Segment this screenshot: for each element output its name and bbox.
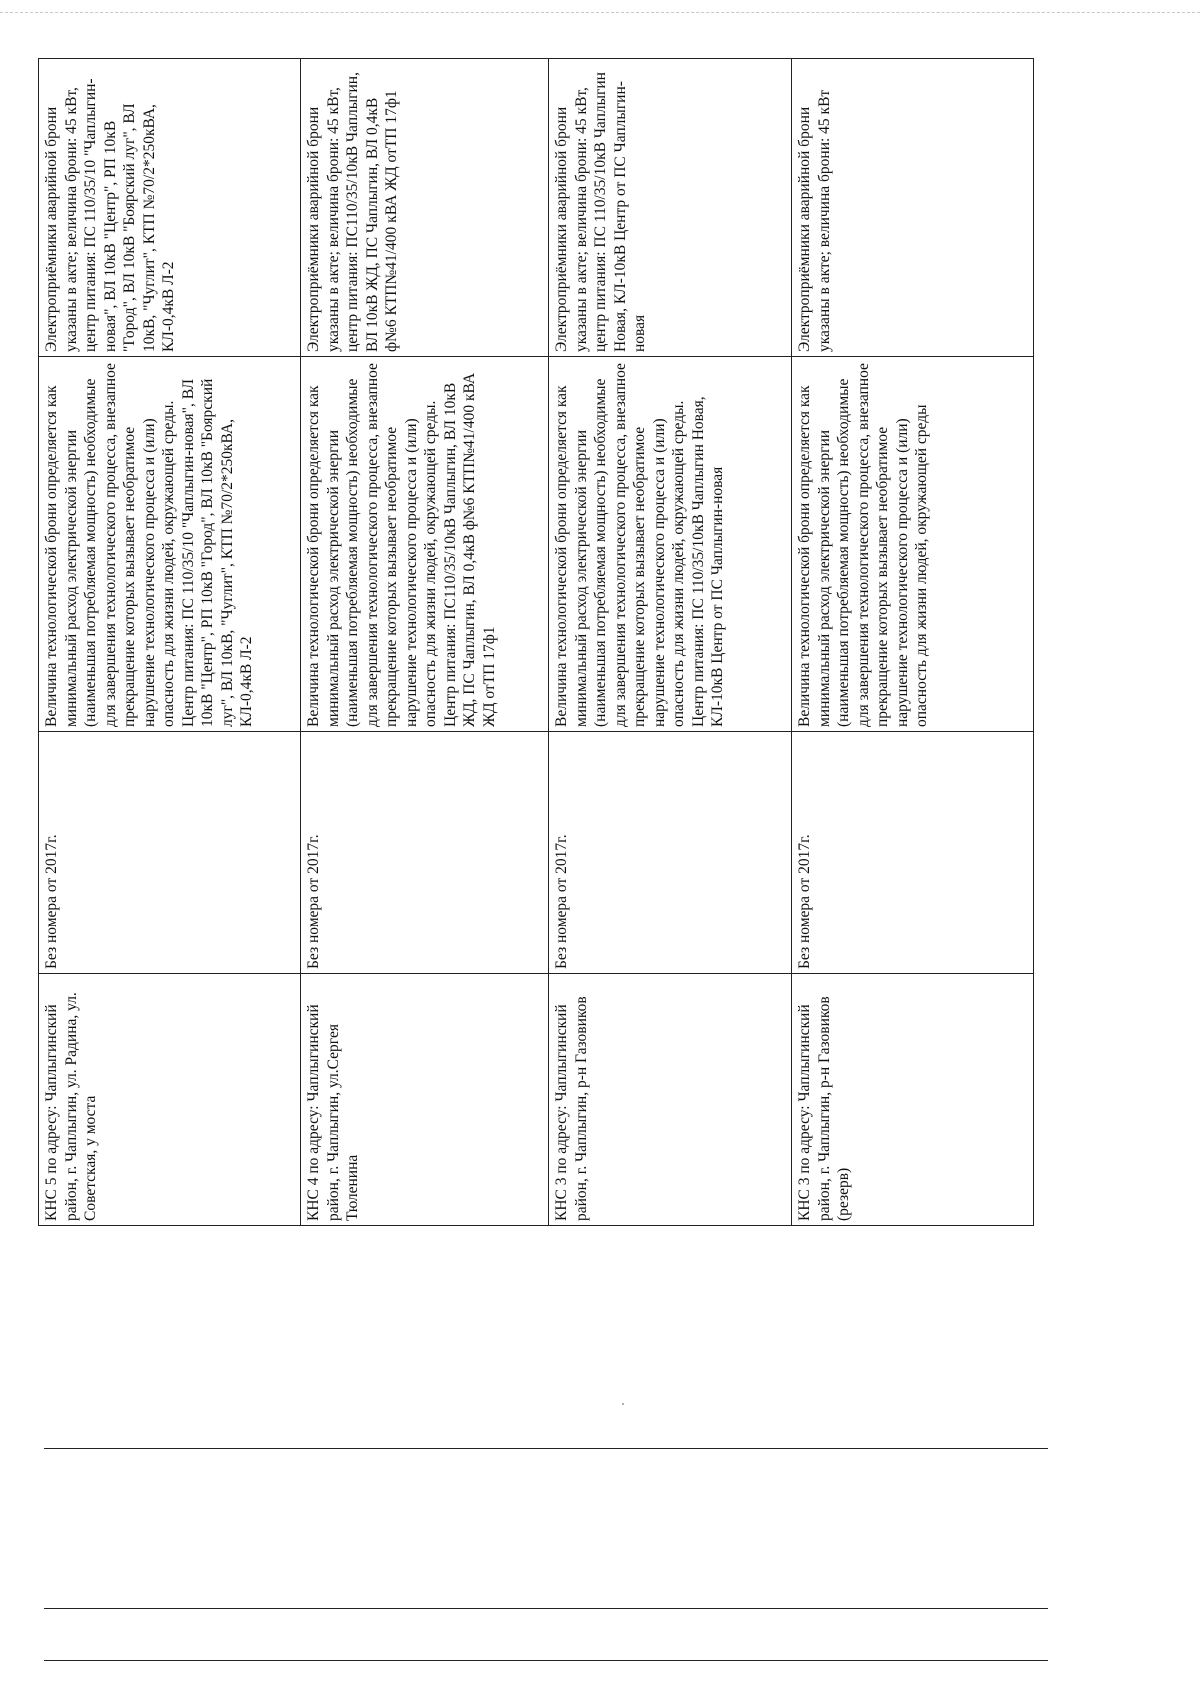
act-number-cell: Без номера от 2017г. (39, 732, 301, 974)
table-row (549, 59, 792, 1226)
address-cell: КНС 4 по адресу: Чаплыгинский район, г. Чаплыгин, ул.Сергея Тюленина (301, 974, 549, 1226)
address-cell: КНС 3 по адресу: Чаплыгинский район, г. Чаплыгин, р-н Газовиков (резерв) (792, 974, 1034, 1226)
scan-speck (622, 1403, 624, 1405)
scan-edge-line (0, 12, 1200, 13)
signature-line-2 (44, 1608, 1048, 1609)
technological-reserve-cell: Величина технологической брони определяется как минимальный расход электрической энергии (наименьшая потребляемая мощность) необходимые для завершения технологического процесса, внезапное прекращение которых вызывает необратимое нарушение технологического процесса и (или) опасность для жизни людей, окружающей среды. Центр питания: ПС 110/35/10 "Чаплыгин-новая", ВЛ 10кВ "Центр", РП 10кВ "Город", ВЛ 10кВ "Боярский луг", ВЛ 10кВ, "Чуглит", КТП №70/2*250кВА, КЛ-0,4кВ Л-2 (39, 357, 301, 732)
act-number-cell: Без номера от 2017г. (301, 732, 549, 974)
technological-reserve-cell: Величина технологической брони определяется как минимальный расход электрической энергии (наименьшая потребляемая мощность) необходимые для завершения технологического процесса, внезапное прекращение которых вызывает необратимое нарушение технологического процесса и (или) опасность для жизни людей, окружающей среды. Центр питания: ПС110/35/10кВ Чаплыгин, ВЛ 10кВ ЖД, ПС Чаплыгин, ВЛ 0,4кВ ф№6 КТП№41/400 кВА ЖД отТП 17ф1 (301, 357, 549, 732)
emergency-reserve-cell: Электроприёмники аварийной брони указаны в акте; величина брони: 45 кВт, центр питания: ПС 110/35/10 "Чаплыгин-новая", ВЛ 10кВ "Центр", РП 10кВ "Город", ВЛ 10кВ "Боярский луг", ВЛ 10кВ, "Чуглит", КТП №70/2*250кВА, КЛ-0,4кВ Л-2 (39, 59, 301, 357)
signature-line-1 (44, 1448, 1048, 1449)
emergency-reserve-cell: Электроприёмники аварийной брони указаны в акте; величина брони: 45 кВт (792, 59, 1034, 357)
reservation-acts-table (38, 58, 1034, 1226)
emergency-reserve-cell: Электроприёмники аварийной брони указаны в акте; величина брони: 45 кВт, центр питания: ПС 110/35/10кВ Чаплыгин Новая, КЛ-10кВ Центр от ПС Чаплыгин-новая (549, 59, 792, 357)
emergency-reserve-cell: Электроприёмники аварийной брони указаны в акте; величина брони: 45 кВт, центр питания: ПС110/35/10кВ Чаплыгин, ВЛ 10кВ ЖД, ПС Чаплыгин, ВЛ 0,4кВ ф№6 КТП№41/400 кВА ЖД отТП 17ф1 (301, 59, 549, 357)
technological-reserve-cell: Величина технологической брони определяется как минимальный расход электрической энергии (наименьшая потребляемая мощность) необходимые для завершения технологического процесса, внезапное прекращение которых вызывает необратимое нарушение технологического процесса и (или) опасность для жизни людей, окружающей среды (792, 357, 1034, 732)
table-row (301, 59, 549, 1226)
technological-reserve-cell: Величина технологической брони определяется как минимальный расход электрической энергии (наименьшая потребляемая мощность) необходимые для завершения технологического процесса, внезапное прекращение которых вызывает необратимое нарушение технологического процесса и (или) опасность для жизни людей, окружающей среды. Центр питания: ПС 110/35/10кВ Чаплыгин Новая, КЛ-10кВ Центр от ПС Чаплыгин-новая (549, 357, 792, 732)
signature-line-3 (44, 1660, 1048, 1661)
act-number-cell: Без номера от 2017г. (549, 732, 792, 974)
table-row (39, 59, 301, 1226)
address-cell: КНС 5 по адресу: Чаплыгинский район, г. Чаплыгин, ул. Радина, ул. Советская, у моста (39, 974, 301, 1226)
act-number-cell: Без номера от 2017г. (792, 732, 1034, 974)
table-row (792, 59, 1034, 1226)
rotated-table-wrapper (38, 58, 1033, 1226)
address-cell: КНС 3 по адресу: Чаплыгинский район, г. Чаплыгин, р-н Газовиков (549, 974, 792, 1226)
